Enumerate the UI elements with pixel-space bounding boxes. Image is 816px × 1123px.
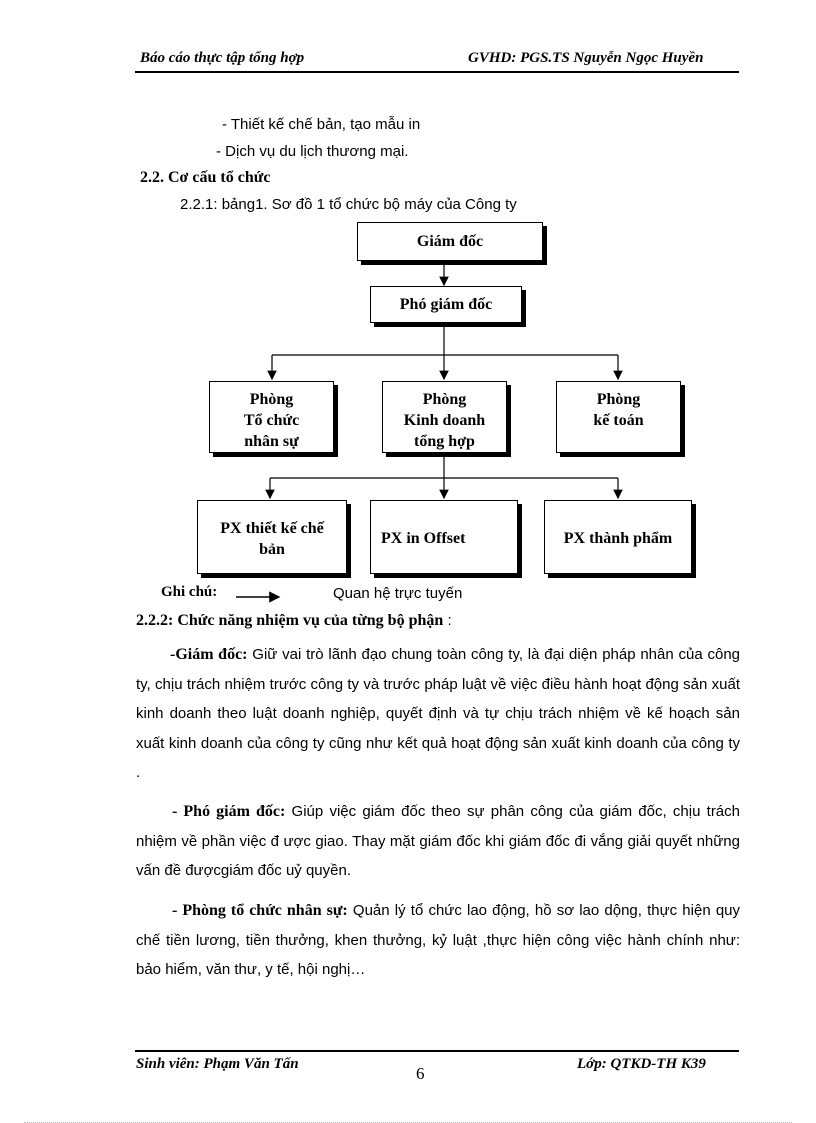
org-box-line: Kinh doanh (403, 412, 486, 429)
paragraph-deputy (136, 797, 740, 886)
paragraph-term: - Phòng tổ chức nhân sự: (172, 902, 348, 919)
paragraph-director (136, 640, 740, 788)
org-box-deputy (370, 286, 522, 323)
org-box-director-label: Giám đốc (416, 233, 484, 250)
org-box-line: Phòng (422, 391, 467, 408)
paragraph-text: Giúp việc giám đốc theo sự phân công của giám đốc, chịu trách nhiệm về phần việc đ ược giao. Thay mặt giám đốc khi giám đốc đi vắng giải quyết những vấn đề đượcgiám đốc uỷ quyền. (136, 803, 740, 879)
paragraph-term: - Phó giám đốc: (172, 803, 286, 820)
org-box-line: kế toán (593, 412, 644, 429)
list-item: - Thiết kế chế bản, tạo mẫu in (222, 116, 421, 133)
org-box-director (357, 222, 543, 261)
section-heading-2-2: 2.2. Cơ cấu tổ chức (140, 169, 271, 186)
org-box-hr (209, 381, 334, 453)
page-number: 6 (416, 1064, 425, 1083)
list-item: - Dịch vụ du lịch thương mại. (216, 143, 409, 160)
section-heading-2-2-2-text: 2.2.2: Chức năng nhiệm vụ của từng bộ phận (136, 612, 444, 629)
header-supervisor: GVHD: PGS.TS Nguyễn Ngọc Huyền (468, 50, 704, 66)
header-report-title: Báo cáo thực tập tổng hợp (140, 50, 305, 66)
org-box-line: Phòng (596, 391, 641, 408)
org-box-accounting (556, 381, 681, 453)
paragraph-text: Quản lý tổ chức lao động, hồ sơ lao dộng, thực hiện quy chế tiền lương, tiền thưởng, khen thưởng, kỷ luật ,thực hiện công việc hành chính như: bảo hiểm, văn thư, y tế, hội nghị… (136, 902, 741, 978)
diagram-caption: 2.2.1: bảng1. Sơ đồ 1 tổ chức bộ máy của Công ty (180, 196, 517, 213)
footer-rule (135, 1050, 739, 1052)
org-box-offset (370, 500, 518, 574)
org-box-line: PX thành phẩm (563, 530, 673, 547)
legend-label: Ghi chú: (161, 584, 218, 600)
org-box-line: PX thiết kế chế (220, 520, 324, 537)
section-heading-2-2-2 (136, 612, 452, 630)
org-box-line: PX in Offset (381, 530, 466, 547)
paragraph-term: -Giám đốc: (170, 646, 248, 663)
section-heading-colon: : (443, 612, 452, 629)
org-box-line: Tổ chức (243, 412, 300, 429)
legend-text: Quan hệ trực tuyến (333, 585, 463, 602)
org-box-line: bản (259, 541, 285, 558)
paragraph-hr (136, 896, 740, 985)
org-box-prepress (197, 500, 347, 574)
org-box-deputy-label: Phó giám đốc (399, 296, 493, 313)
footer-class: Lớp: QTKD-TH K39 (577, 1056, 706, 1072)
paragraph-text: Giữ vai trò lãnh đạo chung toàn công ty, là đại diện pháp nhân của công ty, chịu trách nhiệm trước công ty và trước pháp luật về việc điều hành hoạt động sản xuất kinh doanh theo luật doanh nghiệp, quyết định và tự chịu trách nhiệm về kế hoạch sản xuất kinh doanh của công ty cũng như kết quả hoạt động sản xuất kinh doanh của công ty . (136, 646, 740, 781)
org-box-line: nhân sự (244, 433, 299, 450)
footer-student: Sinh viên: Phạm Văn Tấn (136, 1056, 299, 1072)
org-box-line: tổng hợp (414, 433, 475, 450)
org-box-finishing (544, 500, 692, 574)
org-box-business (382, 381, 507, 453)
org-box-line: Phòng (249, 391, 294, 408)
